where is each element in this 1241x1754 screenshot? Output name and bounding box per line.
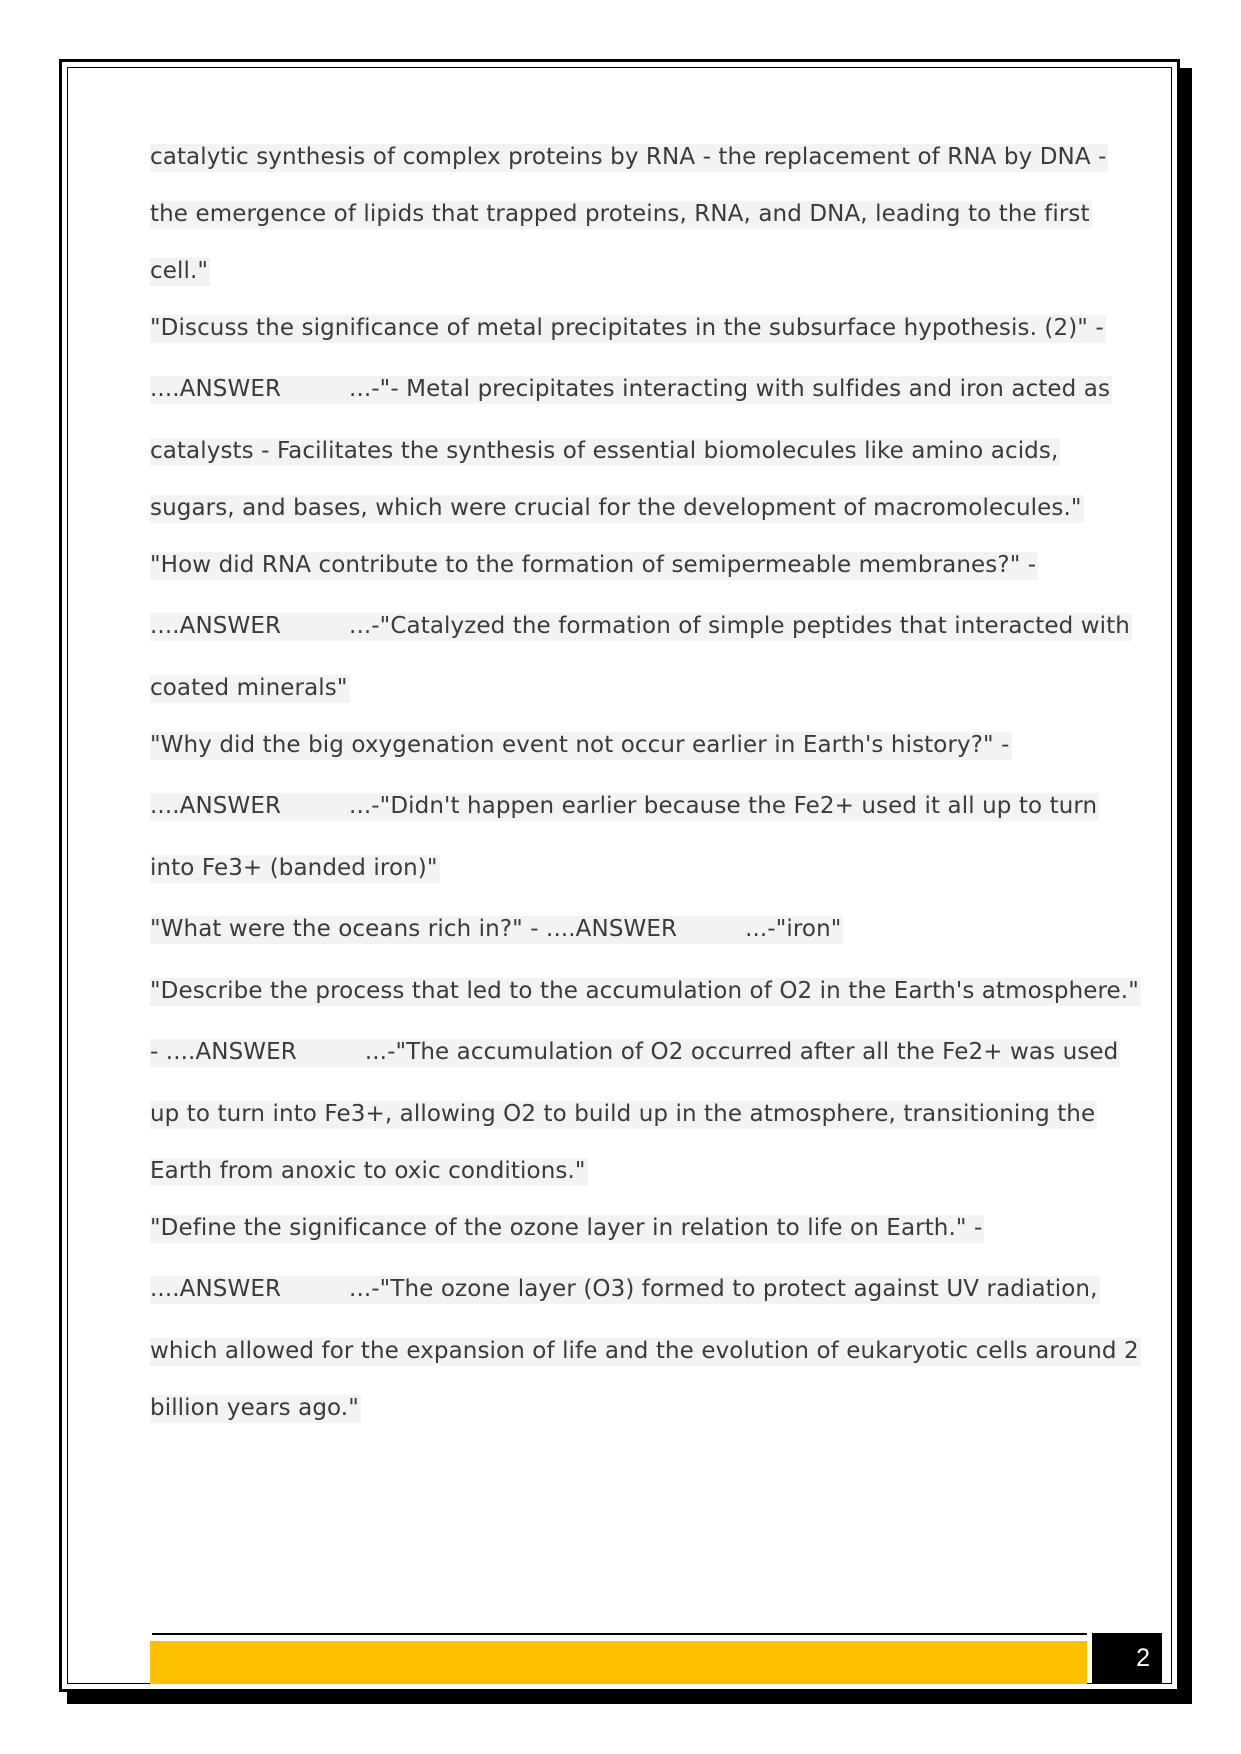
answer-text: ...-"Catalyzed the formation of simple peptides that interacted with (349, 613, 1130, 639)
question-line (150, 313, 1106, 343)
question-line (150, 1213, 984, 1243)
answer-label (150, 613, 1132, 641)
text-line (150, 256, 210, 286)
question-line (150, 730, 1012, 760)
text-span: catalytic synthesis of complex proteins by RNA - the replacement of RNA by DNA - (150, 144, 1107, 170)
answer-line (150, 1274, 1100, 1304)
question-text: "Discuss the significance of metal precipitates in the subsurface hypothesis. (2)" - (150, 315, 1104, 341)
text-span: the emergence of lipids that trapped proteins, RNA, and DNA, leading to the first (150, 201, 1090, 227)
answer-line (150, 374, 1112, 404)
footer-rule (152, 1633, 1087, 1635)
answer-line (150, 1037, 1120, 1067)
answer-marker: - ....ANSWER (150, 1039, 297, 1065)
text-line (150, 1156, 588, 1186)
question-text: "Describe the process that led to the accumulation of O2 in the Earth's atmosphere." (150, 978, 1139, 1004)
text-span: cell." (150, 258, 209, 284)
text-line (150, 493, 1084, 523)
answer-text: ...-"The ozone layer (O3) formed to protect against UV radiation, (349, 1276, 1098, 1302)
text-span: into Fe3+ (banded iron)" (150, 855, 438, 881)
answer-label (150, 793, 1099, 821)
text-span: billion years ago." (150, 1395, 359, 1421)
text-span: which allowed for the expansion of life and the evolution of eukaryotic cells around 2 (150, 1338, 1139, 1364)
answer-marker: ....ANSWER (150, 1276, 282, 1302)
text-line (150, 1393, 361, 1423)
answer-marker: ....ANSWER (150, 613, 282, 639)
text-line (150, 673, 350, 703)
text-line (150, 853, 440, 883)
question-line (150, 914, 843, 944)
answer-line (150, 791, 1099, 821)
answer-text: ...-"iron" (745, 916, 842, 942)
text-line (150, 1099, 1097, 1129)
answer-text: ...-"- Metal precipitates interacting with sulfides and iron acted as (349, 376, 1111, 402)
text-line (150, 199, 1092, 229)
question-text: "Why did the big oxygenation event not occur earlier in Earth's history?" - (150, 732, 1010, 758)
question-text: "How did RNA contribute to the formation of semipermeable membranes?" - (150, 552, 1037, 578)
text-span: sugars, and bases, which were crucial for the development of macromolecules." (150, 495, 1082, 521)
answer-label (150, 376, 1112, 404)
answer-label (150, 1039, 1120, 1067)
question-line (150, 550, 1038, 580)
answer-marker: ....ANSWER (150, 793, 282, 819)
question-text: "Define the significance of the ozone layer in relation to life on Earth." - (150, 1215, 983, 1241)
text-span: catalysts - Facilitates the synthesis of essential biomolecules like amino acids, (150, 438, 1059, 464)
text-span: Earth from anoxic to oxic conditions." (150, 1158, 586, 1184)
footer-accent-bar (150, 1641, 1087, 1684)
answer-text: ...-"Didn't happen earlier because the Fe2+ used it all up to turn (349, 793, 1098, 819)
text-span: up to turn into Fe3+, allowing O2 to build up in the atmosphere, transitioning the (150, 1101, 1096, 1127)
answer-line (150, 611, 1132, 641)
question-text: "What were the oceans rich in?" - ....ANSWER (150, 916, 678, 942)
text-line (150, 436, 1060, 466)
answer-text: ...-"The accumulation of O2 occurred after all the Fe2+ was used (364, 1039, 1119, 1065)
text-line (150, 1336, 1141, 1366)
question-answer-text (150, 916, 843, 944)
text-line (150, 142, 1108, 172)
question-line (150, 976, 1141, 1006)
text-span: coated minerals" (150, 675, 348, 701)
answer-label (150, 1276, 1100, 1304)
answer-marker: ....ANSWER (150, 376, 282, 402)
page-number: 2 (1092, 1633, 1162, 1684)
